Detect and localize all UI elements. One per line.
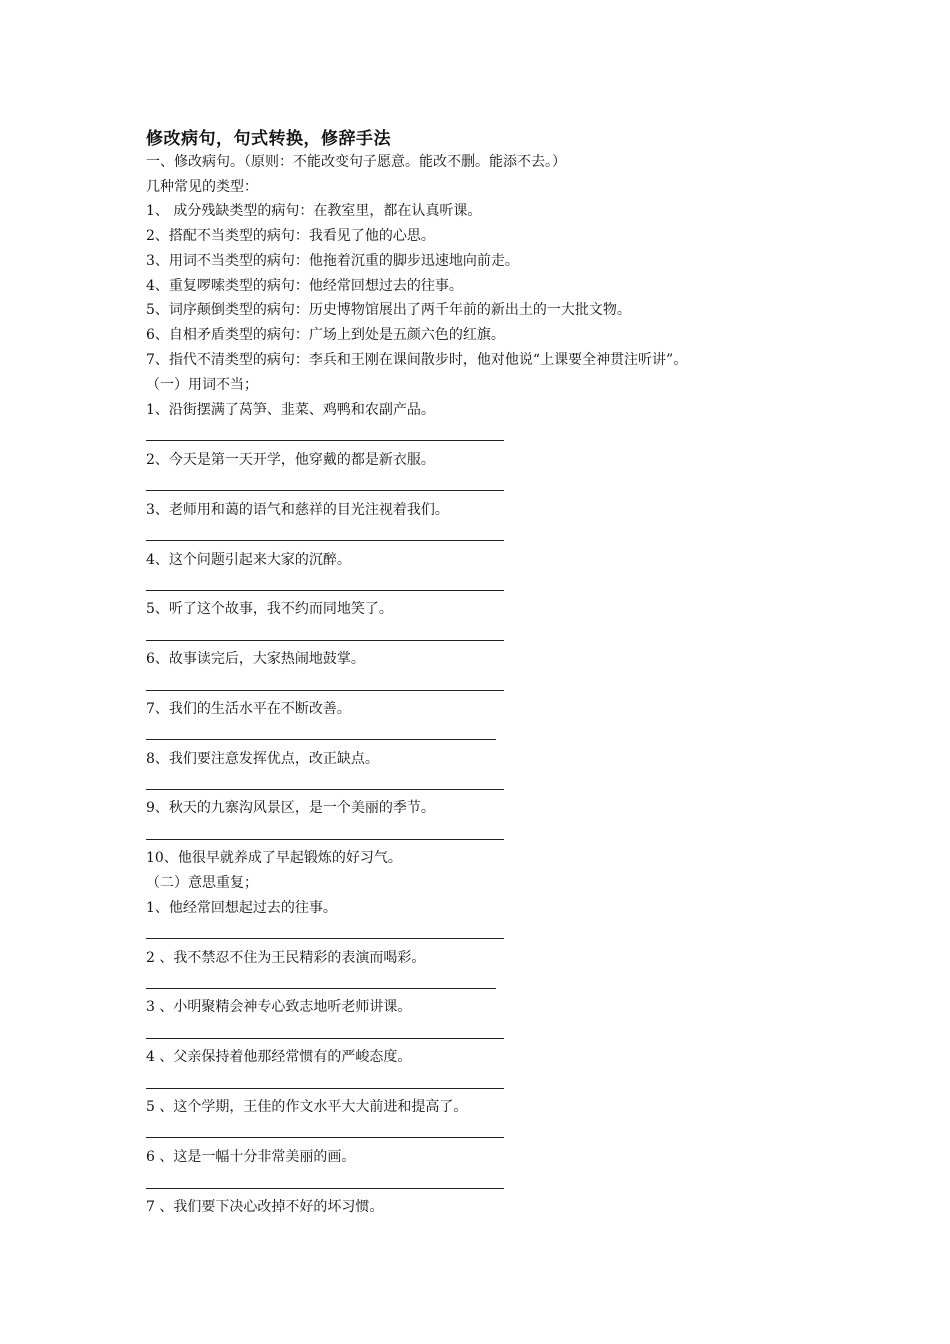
- answer-line[interactable]: [146, 739, 496, 740]
- exercise-item: 1、他经常回想起过去的往事。: [146, 900, 337, 916]
- answer-line[interactable]: [146, 590, 504, 591]
- type-item: 1、 成分残缺类型的病句：在教室里，都在认真听课。: [146, 203, 482, 219]
- exercise-item: 3 、小明聚精会神专心致志地听老师讲课。: [146, 999, 412, 1015]
- exercise-item: 6、故事读完后，大家热闹地鼓掌。: [146, 651, 365, 667]
- answer-line[interactable]: [146, 789, 504, 790]
- type-item: 3、用词不当类型的病句：他拖着沉重的脚步迅速地向前走。: [146, 253, 519, 269]
- exercise-item: 7 、我们要下决心改掉不好的坏习惯。: [146, 1199, 384, 1215]
- answer-line[interactable]: [146, 1188, 504, 1189]
- types-heading: 几种常见的类型：: [146, 179, 258, 195]
- exercise-item: 3、老师用和蔼的语气和慈祥的目光注视着我们。: [146, 502, 449, 518]
- exercise-item: 2、今天是第一天开学，他穿戴的都是新衣服。: [146, 452, 435, 468]
- document-title: 修改病句，句式转换，修辞手法: [146, 129, 391, 149]
- section1-heading: （一）用词不当；: [146, 377, 258, 393]
- type-item: 2、搭配不当类型的病句：我看见了他的心思。: [146, 228, 435, 244]
- exercise-item: 4 、父亲保持着他那经常惯有的严峻态度。: [146, 1049, 412, 1065]
- section-heading-modify: 一、修改病句。（原则：不能改变句子愿意。能改不删。能添不去。）: [146, 154, 566, 170]
- exercise-item: 8、我们要注意发挥优点，改正缺点。: [146, 751, 379, 767]
- answer-line[interactable]: [146, 690, 504, 691]
- exercise-item: 2 、我不禁忍不住为王民精彩的表演而喝彩。: [146, 950, 426, 966]
- answer-line[interactable]: [146, 1137, 504, 1138]
- exercise-item: 5、听了这个故事，我不约而同地笑了。: [146, 601, 393, 617]
- answer-line[interactable]: [146, 490, 504, 491]
- section2-heading: （二）意思重复；: [146, 875, 258, 891]
- answer-line[interactable]: [146, 1088, 504, 1089]
- type-item: 4、重复啰嗦类型的病句：他经常回想过去的往事。: [146, 278, 463, 294]
- answer-line[interactable]: [146, 540, 504, 541]
- exercise-item: 1、沿街摆满了莴笋、韭菜、鸡鸭和农副产品。: [146, 402, 435, 418]
- exercise-item: 9、秋天的九寨沟风景区，是一个美丽的季节。: [146, 800, 435, 816]
- answer-line[interactable]: [146, 440, 504, 441]
- exercise-item: 10、他很早就养成了早起锻炼的好习气。: [146, 850, 402, 866]
- type-item: 7、指代不清类型的病句：李兵和王刚在课间散步时，他对他说“上课要全神贯注听讲”。: [146, 352, 688, 368]
- answer-line[interactable]: [146, 1038, 504, 1039]
- type-item: 5、词序颠倒类型的病句：历史博物馆展出了两千年前的新出土的一大批文物。: [146, 302, 631, 318]
- answer-line[interactable]: [146, 640, 504, 641]
- exercise-item: 5 、这个学期，王佳的作文水平大大前进和提高了。: [146, 1099, 468, 1115]
- answer-line[interactable]: [146, 938, 504, 939]
- answer-line[interactable]: [146, 839, 504, 840]
- answer-line[interactable]: [146, 988, 496, 989]
- exercise-item: 4、这个问题引起来大家的沉醉。: [146, 552, 351, 568]
- exercise-item: 7、我们的生活水平在不断改善。: [146, 701, 351, 717]
- exercise-item: 6 、这是一幅十分非常美丽的画。: [146, 1149, 356, 1165]
- type-item: 6、自相矛盾类型的病句：广场上到处是五颜六色的红旗。: [146, 327, 505, 343]
